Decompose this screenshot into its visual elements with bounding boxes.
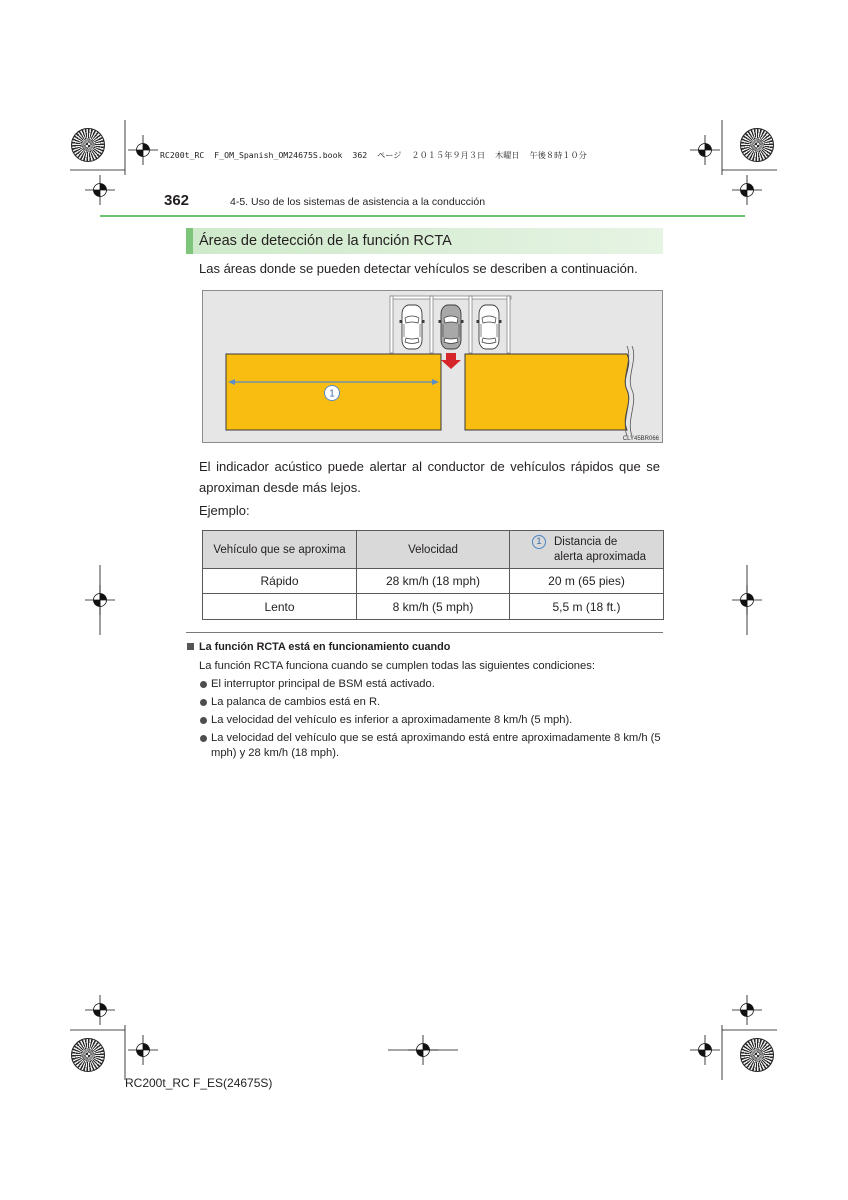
table-row bbox=[203, 569, 664, 594]
table-cell: Rápido bbox=[203, 569, 357, 594]
list-item-text: El interruptor principal de BSM está activado. bbox=[211, 678, 435, 690]
section-title: Áreas de detección de la función RCTA bbox=[199, 233, 452, 249]
list-item bbox=[199, 731, 665, 761]
distance-header-content bbox=[510, 535, 663, 565]
right-detection-zone bbox=[465, 354, 629, 430]
stall-line bbox=[430, 296, 433, 353]
list-item-text: La velocidad del vehículo es inferior a aproximadamente 8 km/h (5 mph). bbox=[211, 714, 573, 726]
circled-number-icon: 1 bbox=[532, 535, 546, 549]
registration-target-icon bbox=[85, 175, 115, 205]
registration-target-icon bbox=[85, 995, 115, 1025]
divider bbox=[186, 632, 663, 633]
figure-callout-number: 1 bbox=[329, 388, 335, 400]
bullet-icon bbox=[200, 681, 207, 688]
registration-target-icon bbox=[732, 585, 762, 615]
registration-target-icon bbox=[408, 1035, 438, 1065]
registration-target-icon bbox=[732, 175, 762, 205]
list-item bbox=[199, 677, 665, 692]
column-header-distance bbox=[510, 531, 664, 569]
detection-area-figure bbox=[202, 290, 663, 443]
column-header-label: Vehículo que se aproxima bbox=[213, 543, 346, 556]
registration-sunburst-icon bbox=[740, 1038, 774, 1072]
conditions-heading: La función RCTA está en funcionamiento cuando bbox=[199, 641, 451, 653]
registration-target-icon bbox=[128, 135, 158, 165]
column-header-label: Velocidad bbox=[408, 543, 458, 556]
registration-target-icon bbox=[128, 1035, 158, 1065]
header-rule bbox=[100, 215, 745, 217]
note-paragraph: El indicador acústico puede alertar al conductor de vehículos rápidos que se aproximan desde más lejos. bbox=[199, 459, 660, 495]
registration-sunburst-icon bbox=[71, 1038, 105, 1072]
conditions-intro: La función RCTA funciona cuando se cumplen todas las siguientes condiciones: bbox=[199, 660, 595, 672]
registration-sunburst-icon bbox=[71, 128, 105, 162]
registration-target-icon bbox=[690, 1035, 720, 1065]
registration-target-icon bbox=[732, 995, 762, 1025]
registration-sunburst-icon bbox=[740, 128, 774, 162]
figure-code: CLY45BR066 bbox=[622, 436, 659, 442]
table-cell: Lento bbox=[203, 594, 357, 620]
conditions-list bbox=[199, 677, 665, 764]
stall-line bbox=[469, 296, 472, 353]
list-item bbox=[199, 713, 665, 728]
stall-line bbox=[391, 296, 511, 299]
bullet-icon bbox=[200, 717, 207, 724]
registration-target-icon bbox=[85, 585, 115, 615]
stall-line bbox=[390, 296, 393, 353]
parked-car-icon bbox=[400, 305, 425, 349]
list-item-text: La palanca de cambios está en R. bbox=[211, 696, 381, 708]
stall-line bbox=[507, 296, 510, 353]
footer-model-code: RC200t_RC F_ES(24675S) bbox=[125, 1076, 273, 1090]
table-cell: 8 km/h (5 mph) bbox=[357, 594, 510, 620]
page-number: 362 bbox=[164, 192, 190, 209]
column-header-label: Distancia de alerta aproximada bbox=[554, 535, 647, 563]
running-section-title: 4-5. Uso de los sistemas de asistencia a la conducción bbox=[230, 196, 486, 208]
table-cell: 28 km/h (18 mph) bbox=[357, 569, 510, 594]
section-heading bbox=[186, 228, 663, 254]
list-item bbox=[199, 695, 665, 710]
example-table bbox=[202, 530, 664, 620]
square-bullet-icon bbox=[187, 643, 194, 650]
parked-car-icon bbox=[477, 305, 502, 349]
crop-line bbox=[100, 565, 747, 1050]
print-slug: RC200t_RC F_OM_Spanish_OM24675S.book 362 ページ ２０１５年９月３日 木曜日 午後８時１０分 bbox=[160, 150, 587, 160]
example-label: Ejemplo: bbox=[199, 503, 250, 518]
bullet-icon bbox=[200, 699, 207, 706]
list-item-text: La velocidad del vehículo que se está aproximando está entre aproximadamente 8 km/h (5 mph) y 28 km/h (18 mph). bbox=[211, 732, 661, 759]
column-header-vehicle bbox=[203, 531, 357, 569]
registration-target-icon bbox=[690, 135, 720, 165]
table-row bbox=[203, 594, 664, 620]
column-header-speed bbox=[357, 531, 510, 569]
table-header-row bbox=[203, 531, 664, 569]
own-vehicle-icon bbox=[439, 305, 464, 349]
table-cell: 5,5 m (18 ft.) bbox=[510, 594, 664, 620]
table-cell: 20 m (65 pies) bbox=[510, 569, 664, 594]
section-intro: Las áreas donde se pueden detectar vehículos se describen a continuación. bbox=[199, 261, 638, 276]
bullet-icon bbox=[200, 735, 207, 742]
